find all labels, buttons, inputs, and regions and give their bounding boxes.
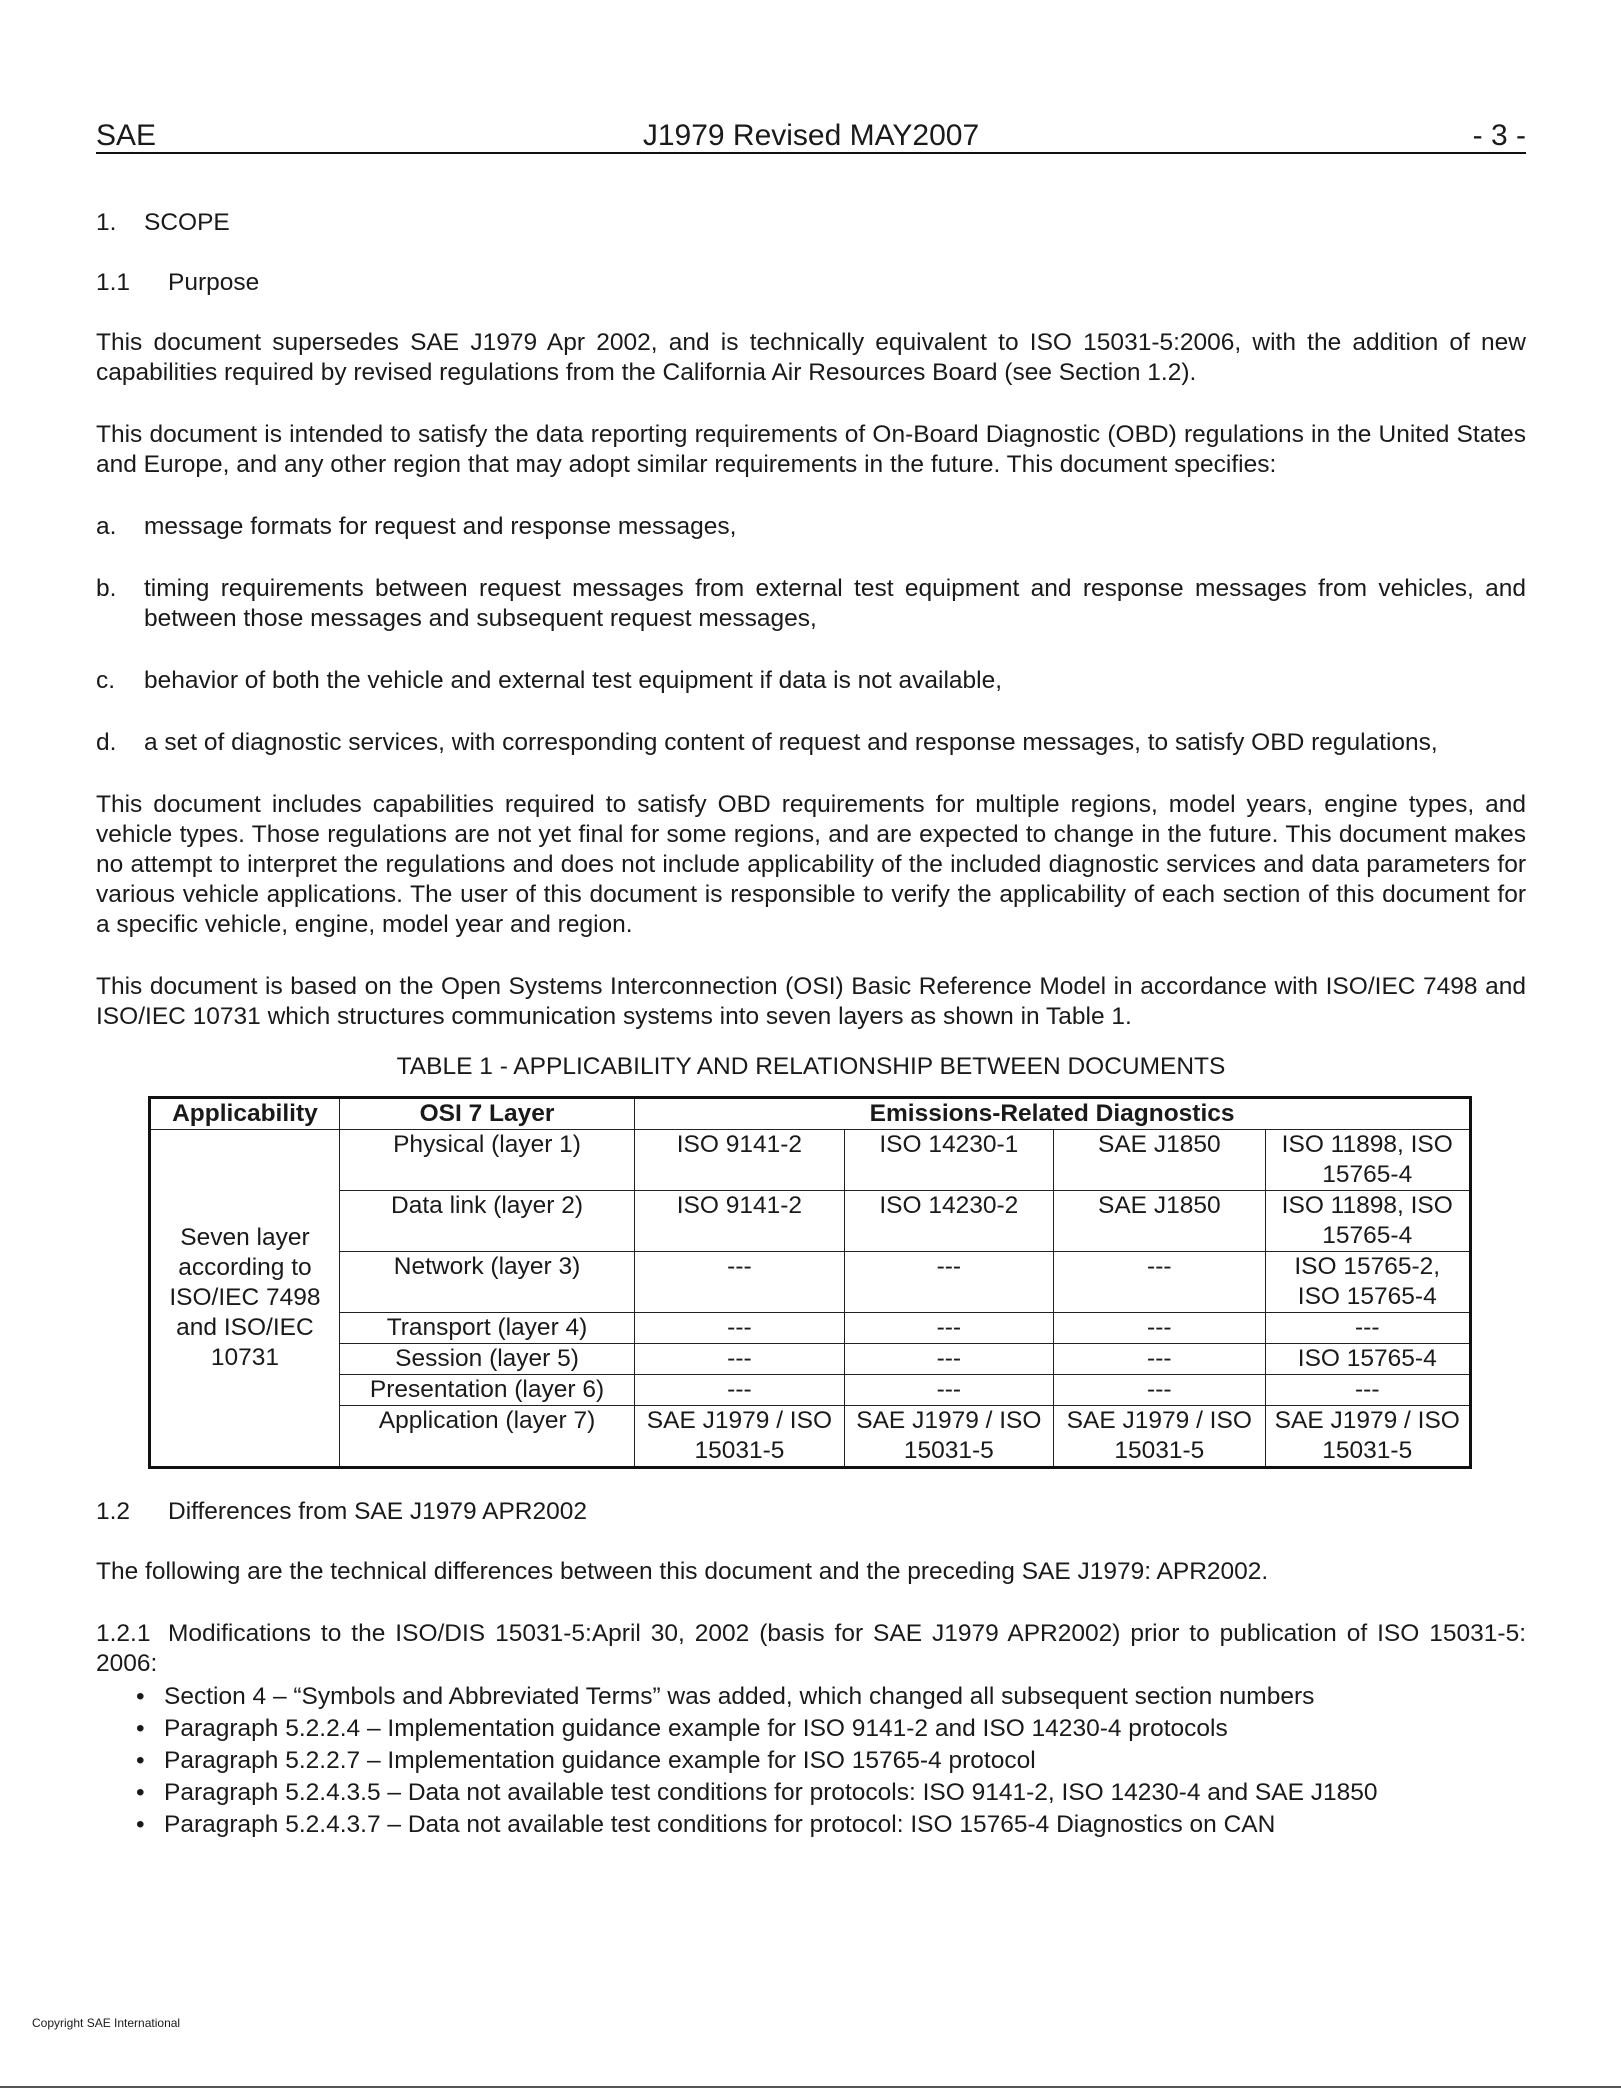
section-number: 1.2.1 xyxy=(96,1620,151,1647)
table-cell: --- xyxy=(635,1344,844,1375)
section-number: 1.2 xyxy=(96,1498,131,1525)
list-text: behavior of both the vehicle and external test equipment if data is not available, xyxy=(144,667,1003,694)
page-content xyxy=(96,208,1526,1841)
section-number: 1.1 xyxy=(96,269,131,296)
bullet-item: • Paragraph 5.2.2.7 – Implementation guidance example for ISO 15765-4 protocol xyxy=(136,1745,1526,1777)
section-heading-1-1 xyxy=(96,268,1526,298)
specification-list xyxy=(96,512,1526,758)
list-item xyxy=(96,728,1526,758)
table-cell: SAE J1979 / ISO 15031-5 xyxy=(1054,1406,1265,1468)
table-cell: --- xyxy=(1054,1313,1265,1344)
list-item xyxy=(96,574,1526,634)
list-marker: a. xyxy=(96,513,117,540)
table-cell: ISO 11898, ISO 15765-4 xyxy=(1265,1130,1471,1191)
table-row xyxy=(150,1406,1471,1468)
applicability-table xyxy=(148,1096,1472,1469)
table-row xyxy=(150,1313,1471,1344)
table-cell: --- xyxy=(1265,1375,1471,1406)
list-marker: b. xyxy=(96,575,117,602)
table-cell: --- xyxy=(1265,1313,1471,1344)
table-cell: SAE J1979 / ISO 15031-5 xyxy=(844,1406,1053,1468)
applicability-cell: Seven layer according to ISO/IEC 7498 and ISO/IEC 10731 xyxy=(150,1130,340,1468)
paragraph-osi-model: This document is based on the Open Systems Interconnection (OSI) Basic Reference Model in accordance with ISO/IEC 7498 and ISO/IEC 10731 which structures communication systems into seven layers as shown in Table 1. xyxy=(96,973,1526,1030)
table-cell: --- xyxy=(844,1375,1053,1406)
column-header-osi-layer: OSI 7 Layer xyxy=(339,1098,634,1130)
section-title: Differences from SAE J1979 APR2002 xyxy=(168,1498,588,1525)
section-text: Modifications to the ISO/DIS 15031-5:April 30, 2002 (basis for SAE J1979 APR2002) prior to publication of ISO 15031-5: 2006: xyxy=(96,1620,1526,1677)
table-cell: --- xyxy=(844,1313,1053,1344)
table-cell: --- xyxy=(1054,1375,1265,1406)
table-cell: SAE J1850 xyxy=(1054,1130,1265,1191)
page-header xyxy=(96,112,1526,154)
column-header-applicability: Applicability xyxy=(150,1098,340,1130)
table-cell: --- xyxy=(635,1252,844,1313)
table-caption: TABLE 1 - APPLICABILITY AND RELATIONSHIP BETWEEN DOCUMENTS xyxy=(396,1053,1226,1080)
copyright-notice: Copyright SAE International xyxy=(32,2016,181,2030)
modifications-list xyxy=(136,1681,1526,1841)
table-cell: SAE J1979 / ISO 15031-5 xyxy=(635,1406,844,1468)
section-number: 1. xyxy=(96,209,117,236)
table-cell: --- xyxy=(844,1252,1053,1313)
table-header-row xyxy=(150,1098,1471,1130)
paragraph-supersedes: This document supersedes SAE J1979 Apr 2002, and is technically equivalent to ISO 15031-5:2006, with the addition of new capabilities required by revised regulations from the California Air Resources Board (see Section 1.2). xyxy=(96,329,1526,386)
layer-cell: Application (layer 7) xyxy=(339,1406,634,1468)
section-title: SCOPE xyxy=(144,209,230,236)
table-cell: ISO 9141-2 xyxy=(635,1130,844,1191)
bullet-item: • Paragraph 5.2.2.4 – Implementation guidance example for ISO 9141-2 and ISO 14230-4 protocols xyxy=(136,1713,1526,1745)
section-title: Purpose xyxy=(168,269,260,296)
header-page-number: - 3 - xyxy=(1472,119,1526,152)
list-marker: c. xyxy=(96,667,116,694)
table-row xyxy=(150,1191,1471,1252)
bullet-item: • Section 4 – “Symbols and Abbreviated Terms” was added, which changed all subsequent section numbers xyxy=(136,1681,1526,1713)
list-item xyxy=(96,512,1526,542)
page-bottom-divider xyxy=(0,2086,1621,2088)
list-text: message formats for request and response messages, xyxy=(144,513,737,540)
layer-cell: Physical (layer 1) xyxy=(339,1130,634,1191)
table-row xyxy=(150,1375,1471,1406)
table-cell: SAE J1979 / ISO 15031-5 xyxy=(1265,1406,1471,1468)
table-cell: ISO 14230-1 xyxy=(844,1130,1053,1191)
list-item xyxy=(96,666,1526,696)
table-cell: --- xyxy=(635,1375,844,1406)
table-cell: --- xyxy=(635,1313,844,1344)
layer-cell: Transport (layer 4) xyxy=(339,1313,634,1344)
table-row xyxy=(150,1344,1471,1375)
header-doc-id: J1979 Revised MAY2007 xyxy=(642,119,980,152)
table-cell: ISO 14230-2 xyxy=(844,1191,1053,1252)
list-text: a set of diagnostic services, with corresponding content of request and response messages, to satisfy OBD regulations, xyxy=(144,729,1438,756)
section-heading-1 xyxy=(96,208,1526,238)
layer-cell: Data link (layer 2) xyxy=(339,1191,634,1252)
paragraph-differences: The following are the technical differences between this document and the preceding SAE J1979: APR2002. xyxy=(96,1558,1269,1585)
table-cell: --- xyxy=(844,1344,1053,1375)
table-cell: ISO 15765-4 xyxy=(1265,1344,1471,1375)
section-heading-1-2-1 xyxy=(96,1619,1526,1679)
layer-cell: Session (layer 5) xyxy=(339,1344,634,1375)
layer-cell: Presentation (layer 6) xyxy=(339,1375,634,1406)
list-text: timing requirements between request messages from external test equipment and response messages from vehicles, and between those messages and subsequent request messages, xyxy=(144,575,1526,632)
section-heading-1-2 xyxy=(96,1497,1526,1527)
paragraph-capabilities: This document includes capabilities required to satisfy OBD requirements for multiple regions, model years, engine types, and vehicle types. Those regulations are not yet final for some regions, and are expected to change in the future. This document makes no attempt to interpret the regulations and does not include applicability of the included diagnostic services and data parameters for various vehicle applications. The user of this document is responsible to verify the applicability of each section of this document for a specific vehicle, engine, model year and region. xyxy=(96,791,1526,938)
table-cell: ISO 9141-2 xyxy=(635,1191,844,1252)
table-cell: ISO 11898, ISO 15765-4 xyxy=(1265,1191,1471,1252)
layer-cell: Network (layer 3) xyxy=(339,1252,634,1313)
table-cell: --- xyxy=(1054,1252,1265,1313)
table-cell: SAE J1850 xyxy=(1054,1191,1265,1252)
table-row xyxy=(150,1130,1471,1191)
paragraph-intended: This document is intended to satisfy the data reporting requirements of On-Board Diagnostic (OBD) regulations in the United States and Europe, and any other region that may adopt similar requirements in the future. This document specifies: xyxy=(96,421,1526,478)
table-row xyxy=(150,1252,1471,1313)
header-org: SAE xyxy=(96,119,157,152)
bullet-item: • Paragraph 5.2.4.3.7 – Data not available test conditions for protocol: ISO 15765-4 Diagnostics on CAN xyxy=(136,1809,1526,1841)
column-header-emissions-diagnostics: Emissions-Related Diagnostics xyxy=(635,1098,1471,1130)
table-cell: --- xyxy=(1054,1344,1265,1375)
list-marker: d. xyxy=(96,729,117,756)
bullet-item: • Paragraph 5.2.4.3.5 – Data not available test conditions for protocols: ISO 9141-2, ISO 14230-4 and SAE J1850 xyxy=(136,1777,1526,1809)
table-cell: ISO 15765-2, ISO 15765-4 xyxy=(1265,1252,1471,1313)
